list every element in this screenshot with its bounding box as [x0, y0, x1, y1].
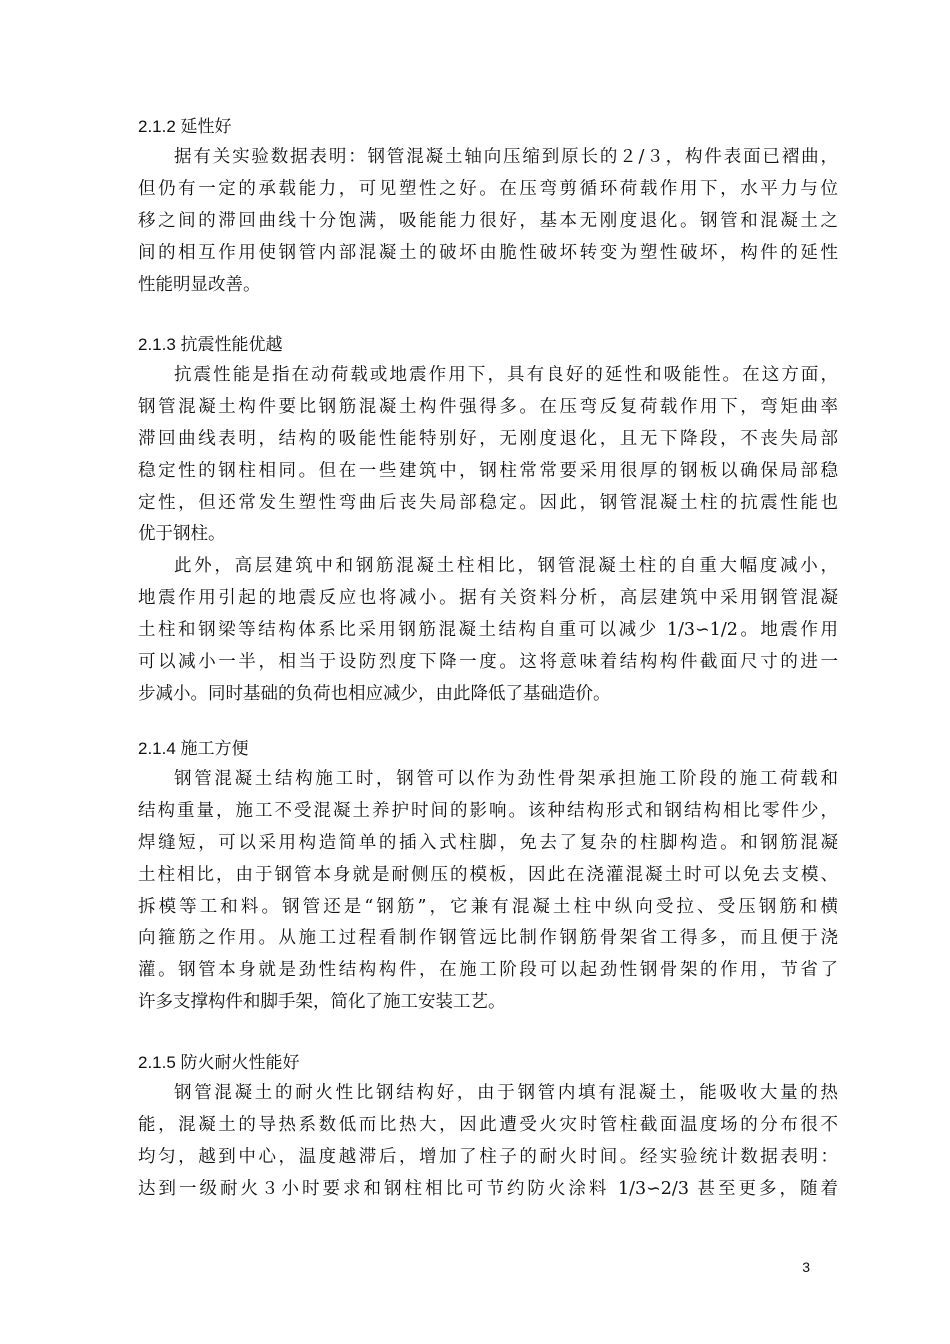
text-line: 钢管混凝土结构施工时，钢管可以作为劲性骨架承担施工阶段的施工荷载和 [174, 769, 838, 789]
text-line: 稳定性的钢柱相同。但在一些建筑中，钢柱常常要采用很厚的钢板以确保局部稳 [138, 460, 838, 481]
text-line: 钢管混凝土的耐火性比钢结构好，由于钢管内填有混凝土，能吸收大量的热 [174, 1083, 838, 1103]
text-line: 性能明显改善。 [138, 274, 261, 295]
paragraph [138, 142, 838, 301]
text-line: 定性，但还常发生塑性弯曲后丧失局部稳定。因此，钢管混凝土柱的抗震性能也 [138, 492, 838, 513]
text-line: 滞回曲线表明，结构的吸能性能特别好，无刚度退化，且无下降段，不丧失局部 [138, 428, 838, 449]
paragraph [138, 551, 838, 710]
text-line: 能，混凝土的导热系数低而比热大，因此遭受火灾时管柱截面温度场的分布很不 [138, 1114, 838, 1135]
text-line: 据有关实验数据表明：钢管混凝土轴向压缩到原长的２/３，构件表面已褶曲， [174, 147, 838, 167]
section-heading: 2.1.3 抗震性能优越 [138, 335, 283, 354]
section-2-1-5 [138, 1047, 838, 1206]
section-2-1-2 [138, 111, 838, 301]
text-line: 许多支撑构件和脚手架，简化了施工安装工艺。 [138, 992, 506, 1013]
text-line: 地震作用引起的地震反应也将减小。据有关资料分析，高层建筑中采用钢管混凝 [138, 588, 838, 609]
text-line: 灌。钢管本身就是劲性结构构件，在施工阶段可以起劲性钢骨架的作用，节省了 [138, 960, 838, 981]
text-line: 此外，高层建筑中和钢筋混凝土柱相比，钢管混凝土柱的自重大幅度减小， [174, 556, 838, 577]
text-line: 钢管混凝土构件要比钢筋混凝土构件强得多。在压弯反复荷载作用下，弯矩曲率 [138, 396, 838, 417]
section-heading: 2.1.2 延性好 [138, 117, 232, 136]
text-line: 但仍有一定的承载能力，可见塑性之好。在压弯剪循环荷载作用下，水平力与位 [138, 178, 838, 199]
text-line: 可以减小一半，相当于设防烈度下降一度。这将意味着结构构件截面尺寸的进一 [138, 652, 838, 673]
paragraph [138, 1078, 838, 1206]
text-line: 步减小。同时基础的负荷也相应减少，由此降低了基础造价。 [138, 683, 611, 704]
text-line: 向箍筋之作用。从施工过程看制作钢管远比制作钢筋骨架省工得多，而且便于浇 [138, 928, 838, 949]
text-line: 间的相互作用使钢管内部混凝土的破坏由脆性破坏转变为塑性破坏，构件的延性 [138, 242, 838, 263]
text-line: 焊缝短，可以采用构造简单的插入式柱脚，免去了复杂的柱脚构造。和钢筋混凝 [138, 832, 838, 853]
text-line: 达到一级耐火３小时要求和钢柱相比可节约防火涂料 1/3∽2/3 甚至更多，随着 [138, 1178, 838, 1199]
paragraph [138, 764, 838, 1019]
section-2-1-4 [138, 733, 838, 1019]
text-line: 抗震性能是指在动荷载或地震作用下，具有良好的延性和吸能性。在这方面， [174, 365, 838, 385]
text-line: 均匀，越到中心，温度越滞后，增加了柱子的耐火时间。经实验统计数据表明： [138, 1146, 838, 1167]
section-2-1-3 [138, 329, 838, 711]
paragraph [138, 360, 838, 551]
text-line: 移之间的滞回曲线十分饱满，吸能能力很好，基本无刚度退化。钢管和混凝土之 [138, 210, 838, 231]
text-line: 结构重量，施工不受混凝土养护时间的影响。该种结构形式和钢结构相比零件少， [138, 800, 838, 821]
text-line: 优于钢柱。 [138, 524, 226, 545]
text-line: 土柱相比，由于钢管本身就是耐侧压的模板，因此在浇灌混凝土时可以免去支模、 [138, 864, 838, 885]
section-heading: 2.1.5 防火耐火性能好 [138, 1053, 300, 1072]
text-line: 拆模等工和料。钢管还是“钢筋”，它兼有混凝土柱中纵向受拉、受压钢筋和横 [138, 896, 838, 917]
text-line: 土柱和钢梁等结构体系比采用钢筋混凝土结构自重可以减少 1/3∽1/2。地震作用 [138, 620, 838, 641]
page-number: 3 [802, 1259, 810, 1275]
section-heading: 2.1.4 施工方便 [138, 739, 249, 758]
